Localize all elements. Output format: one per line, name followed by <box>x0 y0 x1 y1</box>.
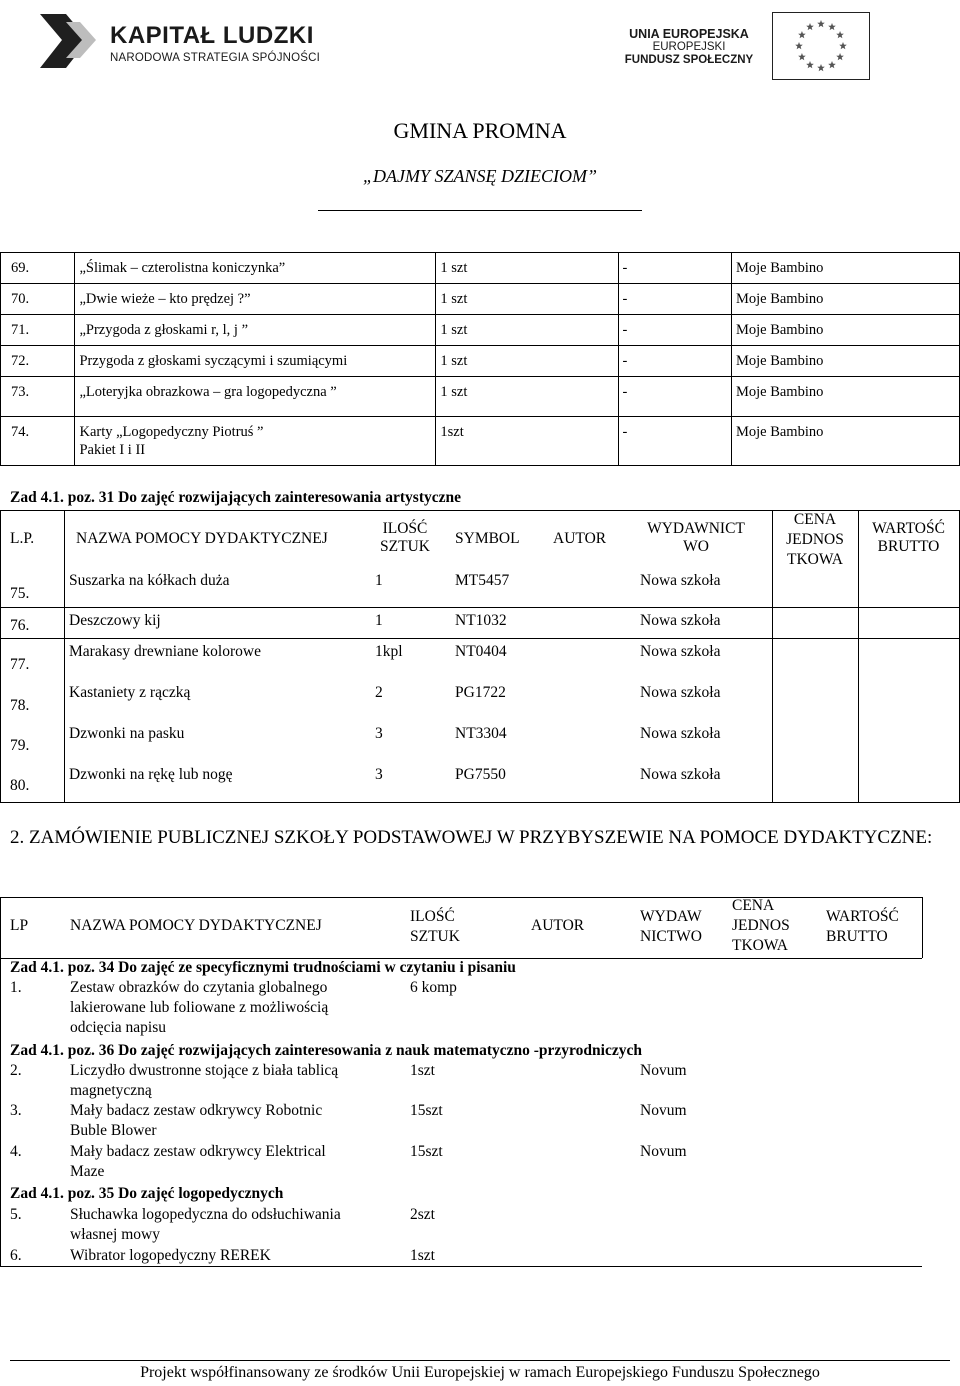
row-number: 2. <box>10 1062 22 1079</box>
section2-heading: 2. ZAMÓWIENIE PUBLICZNEJ SZKOŁY PODSTAWOWEJ W PRZYBYSZEWIE NA POMOCE DYDAKTYCZNE: <box>10 827 933 848</box>
grid-line <box>0 638 960 639</box>
row-number <box>1 253 75 284</box>
item-quantity: 3 <box>375 725 383 742</box>
item-name <box>75 377 436 417</box>
item-quantity: 1 <box>375 612 383 629</box>
item-quantity <box>436 417 618 466</box>
item-name: Buble Blower <box>70 1122 157 1139</box>
grid-line <box>922 897 923 958</box>
item-name: Dzwonki na rękę lub nogę <box>69 766 233 783</box>
item-name <box>75 253 436 284</box>
col-header-price-line: CENA <box>793 511 837 528</box>
item-publisher <box>731 377 959 417</box>
item-symbol-text: - <box>622 322 628 338</box>
item-symbol-text: - <box>622 291 628 307</box>
item-quantity: 1szt <box>410 1247 435 1264</box>
item-name-text: Przygoda z głoskami syczącymi i szumiącymi <box>79 353 348 369</box>
item-symbol <box>618 346 731 377</box>
item-name: magnetyczną <box>70 1082 152 1099</box>
item-publisher <box>731 284 959 315</box>
item-quantity-text: 1 szt <box>440 384 468 400</box>
col2-header-value <box>826 907 899 947</box>
row-number: 80. <box>10 777 30 794</box>
row-number-text: 72. <box>11 353 30 369</box>
item-publisher-text: Moje Bambino <box>735 291 824 307</box>
item-name-text: „Przygoda z głoskami r, l, j ” <box>79 322 249 338</box>
item-quantity: 1szt <box>410 1062 435 1079</box>
col2-header-author: AUTOR <box>531 917 585 934</box>
item-symbol: PG7550 <box>455 766 506 783</box>
item-publisher-text: Moje Bambino <box>735 353 824 369</box>
item-name: Mały badacz zestaw odkrywcy Elektrical <box>70 1143 326 1160</box>
col2-header-publisher <box>640 907 702 947</box>
table-row <box>1 315 960 346</box>
item-symbol: NT3304 <box>455 725 507 742</box>
item-quantity <box>436 377 618 417</box>
table-row <box>1 253 960 284</box>
item-quantity: 15szt <box>410 1102 443 1119</box>
grid-line <box>0 510 1 802</box>
item-publisher: Nowa szkoła <box>640 766 721 783</box>
item-name: Deszczowy kij <box>69 612 161 629</box>
kapital-ludzki-wordmark: KAPITAŁ LUDZKI NARODOWA STRATEGIA SPÓJNOŚCI <box>110 22 321 64</box>
item-name-text: „Dwie wieże – kto prędzej ?” <box>79 291 251 307</box>
table-row <box>1 284 960 315</box>
item-name: Zestaw obrazków do czytania globalnego <box>70 979 328 996</box>
item-name: odcięcia napisu <box>70 1019 166 1036</box>
row-number: 1. <box>10 979 22 996</box>
title-divider <box>318 210 642 211</box>
item-name: Marakasy drewniane kolorowe <box>69 643 261 660</box>
item-quantity: 2szt <box>410 1206 435 1223</box>
row-number: 6. <box>10 1247 22 1264</box>
col2-header-qty-line: ILOŚĆ <box>410 908 455 925</box>
grid-line <box>64 510 65 802</box>
item-publisher: Nowa szkoła <box>640 572 721 589</box>
eu-wordmark: UNIA EUROPEJSKA EUROPEJSKI FUNDUSZ SPOŁECZNY <box>624 27 754 66</box>
row-number-text: 73. <box>11 384 30 400</box>
col-header-qty <box>380 520 430 556</box>
item-publisher <box>731 253 959 284</box>
col-header-symbol: SYMBOL <box>455 530 520 547</box>
row-number: 77. <box>10 656 30 673</box>
item-quantity-text: 1 szt <box>440 260 468 276</box>
item-quantity: 1kpl <box>375 643 403 660</box>
col-header-author: AUTOR <box>553 530 607 547</box>
col2-header-value-line: WARTOŚĆ <box>826 908 899 925</box>
grid-line <box>0 1266 922 1267</box>
row-number <box>1 315 75 346</box>
row-number-text: 74. <box>11 424 30 440</box>
row-number: 4. <box>10 1143 22 1160</box>
col2-header-qty-line: SZTUK <box>410 928 460 945</box>
item-symbol <box>618 284 731 315</box>
row-number: 75. <box>10 585 30 602</box>
col-header-value-line: WARTOŚĆ <box>872 520 945 537</box>
items-table-1 <box>0 252 960 466</box>
col2-header-publisher-line: NICTWO <box>640 928 702 945</box>
section-title: Zad 4.1. poz. 31 Do zajęć rozwijających zainteresowania artystyczne <box>10 489 461 506</box>
item-publisher: Nowa szkoła <box>640 725 721 742</box>
item-publisher-text: Moje Bambino <box>735 260 824 276</box>
item-publisher <box>731 417 959 466</box>
col-header-publisher-line: WYDAWNICT <box>647 520 745 537</box>
col-header-price <box>772 510 858 570</box>
item-symbol-text: - <box>622 353 628 369</box>
eu-flag-icon <box>772 12 870 80</box>
col2-header-name: NAZWA POMOCY DYDAKTYCZNEJ <box>70 917 322 934</box>
item-publisher: Nowa szkoła <box>640 684 721 701</box>
motto: „DAJMY SZANSĘ DZIECIOM” <box>362 166 597 186</box>
item-quantity: 6 komp <box>410 979 457 996</box>
item-name-text: „Loteryjka obrazkowa – gra logopedyczna ” <box>79 384 337 400</box>
col2-header-lp: LP <box>10 917 29 934</box>
group-title: Zad 4.1. poz. 36 Do zajęć rozwijających zainteresowania z nauk matematyczno -przyrodniczych <box>10 1042 642 1059</box>
row-number <box>1 377 75 417</box>
item-name: Mały badacz zestaw odkrywcy Robotnic <box>70 1102 323 1119</box>
item-name: Maze <box>70 1163 105 1180</box>
row-number: 78. <box>10 697 30 714</box>
item-symbol-text: - <box>622 384 628 400</box>
row-number-text: 70. <box>11 291 30 307</box>
row-number <box>1 417 75 466</box>
item-name: Dzwonki na pasku <box>69 725 185 742</box>
item-name <box>75 346 436 377</box>
item-publisher-text: Moje Bambino <box>735 322 824 338</box>
item-symbol: MT5457 <box>455 572 510 589</box>
item-name-text: Pakiet I i II <box>79 442 146 458</box>
page-title: GMINA PROMNA <box>393 118 567 143</box>
item-name-text: Karty „Logopedyczny Piotruś ” <box>79 424 264 440</box>
grid-line <box>0 802 960 803</box>
col2-header-value-line: BRUTTO <box>826 928 888 945</box>
item-symbol-text: - <box>622 424 628 440</box>
item-name <box>75 417 436 466</box>
col2-header-publisher-line: WYDAW <box>640 908 702 925</box>
row-number: 5. <box>10 1206 22 1223</box>
item-symbol: NT0404 <box>455 643 507 660</box>
col2-header-price-line: CENA <box>732 897 775 914</box>
item-symbol-text: - <box>622 260 628 276</box>
col-header-price-line: TKOWA <box>787 551 843 568</box>
item-publisher: Novum <box>640 1062 687 1079</box>
col2-header-price-line: TKOWA <box>732 937 788 954</box>
item-quantity <box>436 253 618 284</box>
item-quantity-text: 1szt <box>440 424 464 440</box>
row-number: 3. <box>10 1102 22 1119</box>
item-symbol <box>618 315 731 346</box>
row-number <box>1 284 75 315</box>
item-quantity: 1 <box>375 572 383 589</box>
row-number: 79. <box>10 737 30 754</box>
group-title: Zad 4.1. poz. 35 Do zajęć logopedycznych <box>10 1185 284 1202</box>
col-header-value-line: BRUTTO <box>877 538 940 555</box>
col-header-price-line: JEDNOS <box>786 531 844 548</box>
item-name-text: „Ślimak – czterolistna koniczynka” <box>79 260 286 276</box>
item-quantity: 3 <box>375 766 383 783</box>
kapital-ludzki-logo <box>36 12 104 70</box>
footer-divider <box>10 1360 950 1361</box>
row-number-text: 71. <box>11 322 30 338</box>
col-header-qty-line: ILOŚĆ <box>382 520 428 537</box>
table-row <box>1 346 960 377</box>
item-publisher: Nowa szkoła <box>640 643 721 660</box>
item-publisher: Novum <box>640 1143 687 1160</box>
item-name: Liczydło dwustronne stojące z biała tablicą <box>70 1062 339 1079</box>
item-name: lakierowane lub foliowane z możliwością <box>70 999 329 1016</box>
item-name <box>75 315 436 346</box>
col-header-lp: L.P. <box>10 530 35 547</box>
row-number-text: 69. <box>11 260 30 276</box>
item-quantity-text: 1 szt <box>440 291 468 307</box>
grid-line <box>0 607 960 608</box>
item-symbol <box>618 253 731 284</box>
group-title: Zad 4.1. poz. 34 Do zajęć ze specyficznymi trudnościami w czytaniu i pisaniu <box>10 959 516 976</box>
item-quantity <box>436 346 618 377</box>
item-publisher: Nowa szkoła <box>640 612 721 629</box>
col2-header-qty <box>410 907 460 947</box>
item-name: Kastaniety z rączką <box>69 684 191 701</box>
item-publisher <box>731 315 959 346</box>
item-quantity-text: 1 szt <box>440 353 468 369</box>
item-publisher-text: Moje Bambino <box>735 384 824 400</box>
item-publisher-text: Moje Bambino <box>735 424 824 440</box>
row-number: 76. <box>10 617 30 634</box>
col2-header-price <box>732 896 790 956</box>
table-row <box>1 417 960 466</box>
item-name <box>75 284 436 315</box>
item-publisher: Novum <box>640 1102 687 1119</box>
item-name: Wibrator logopedyczny REREK <box>70 1247 271 1264</box>
item-quantity <box>436 315 618 346</box>
item-name: własnej mowy <box>70 1226 160 1243</box>
item-quantity: 15szt <box>410 1143 443 1160</box>
item-name: Słuchawka logopedyczna do odsłuchiwania <box>70 1206 341 1223</box>
col-header-publisher-line: WO <box>683 538 709 555</box>
col-header-value <box>858 520 959 556</box>
col-header-name: NAZWA POMOCY DYDAKTYCZNEJ <box>76 530 328 547</box>
item-quantity <box>436 284 618 315</box>
item-name: Suszarka na kółkach duża <box>69 572 230 589</box>
col-header-qty-line: SZTUK <box>380 538 430 555</box>
item-symbol <box>618 377 731 417</box>
item-symbol: NT1032 <box>455 612 507 629</box>
table-row <box>1 377 960 417</box>
grid-line <box>0 897 1 1266</box>
item-quantity-text: 1 szt <box>440 322 468 338</box>
col-header-publisher <box>640 520 752 556</box>
row-number <box>1 346 75 377</box>
item-quantity: 2 <box>375 684 383 701</box>
footer-note: Projekt współfinansowany ze środków Unii Europejskiej w ramach Europejskiego Funduszu Społecznego <box>140 1364 820 1381</box>
col2-header-price-line: JEDNOS <box>732 917 790 934</box>
item-publisher <box>731 346 959 377</box>
item-symbol <box>618 417 731 466</box>
item-symbol: PG1722 <box>455 684 506 701</box>
